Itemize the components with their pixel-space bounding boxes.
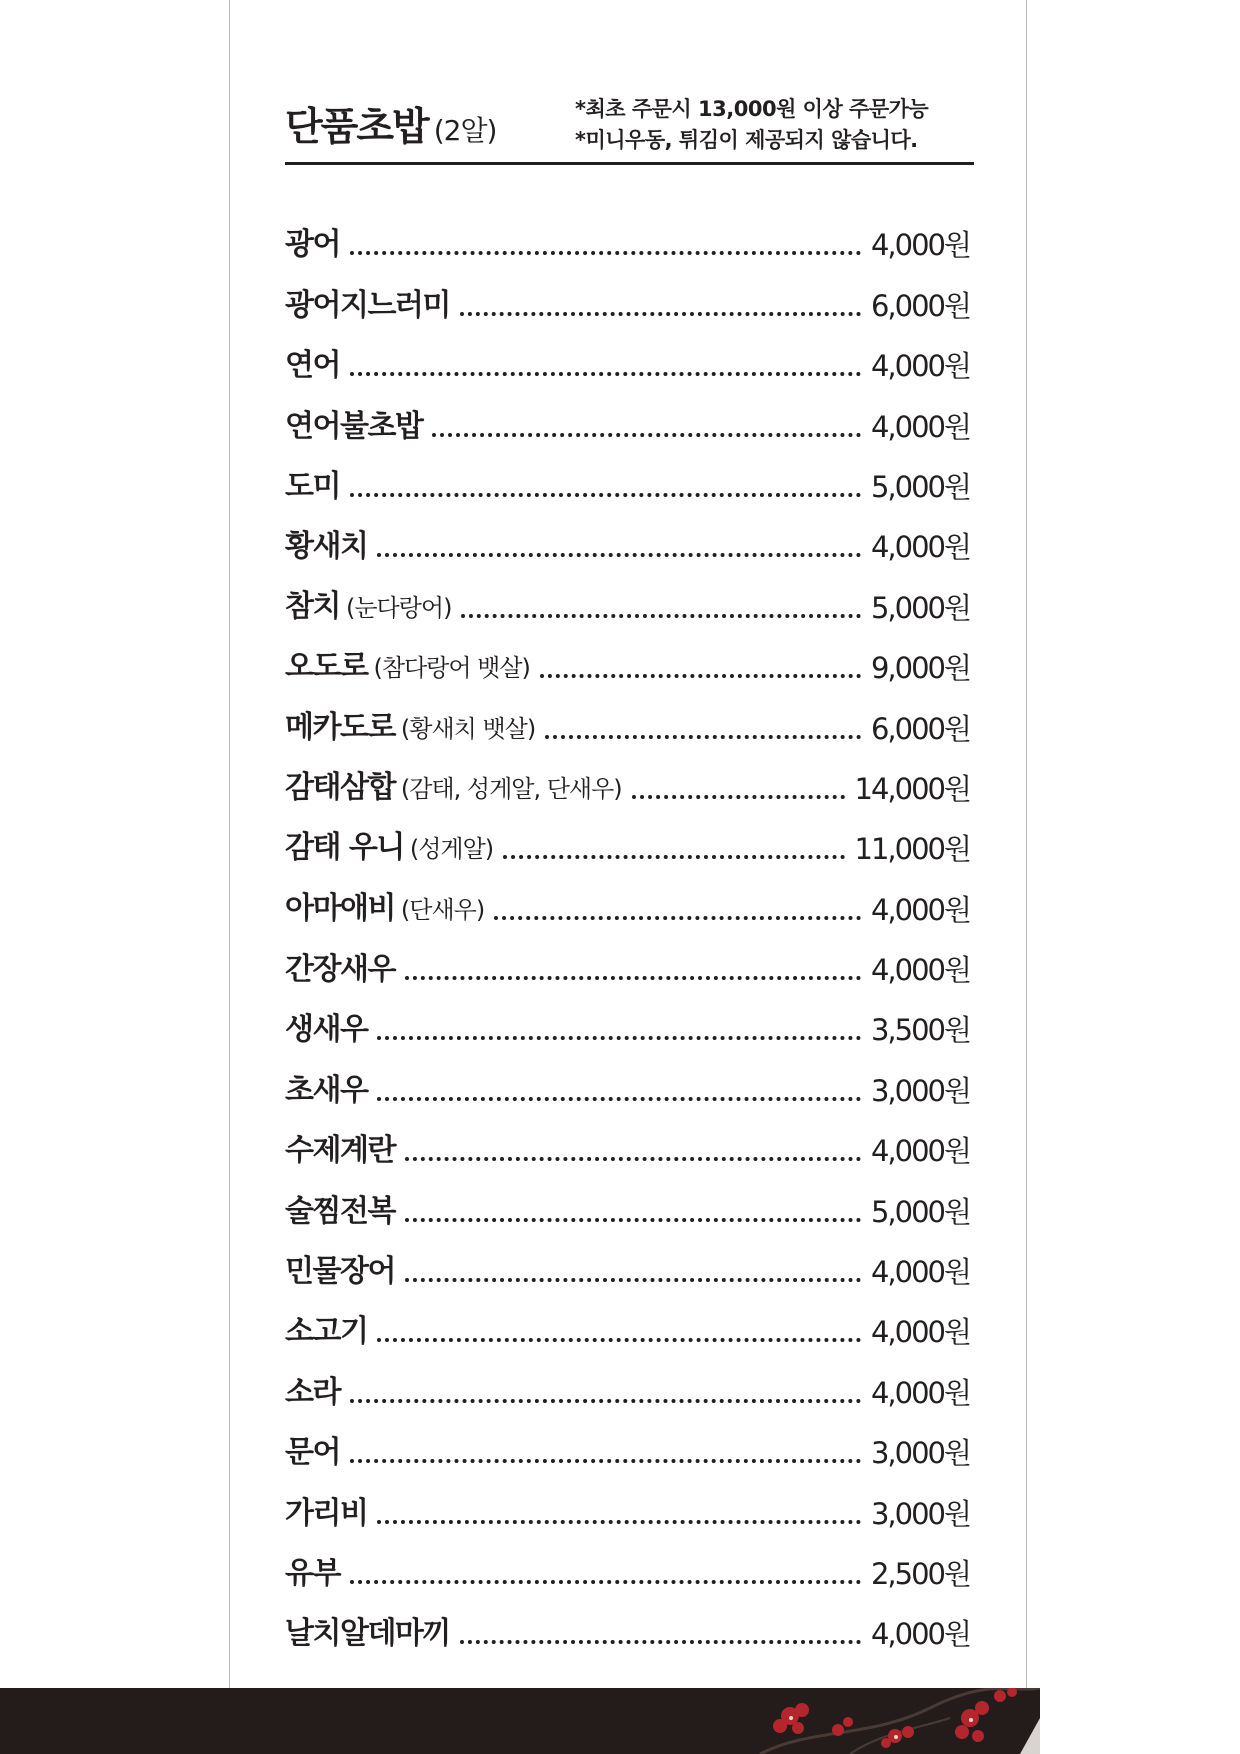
dot-leader	[405, 1157, 861, 1161]
header-divider	[285, 162, 974, 165]
dot-leader	[540, 674, 861, 678]
menu-item	[285, 1594, 970, 1654]
menu-item	[285, 1292, 970, 1352]
item-name	[285, 1373, 340, 1413]
dot-leader	[503, 855, 844, 859]
item-name-text: 황새치	[285, 529, 368, 565]
item-note: (성게알)	[409, 835, 494, 864]
item-name	[285, 1192, 395, 1232]
item-price: 9,000원	[870, 651, 970, 686]
item-name	[285, 1010, 367, 1050]
dot-leader	[405, 1218, 861, 1222]
menu-item	[285, 1352, 970, 1412]
item-name	[285, 708, 535, 749]
item-price: 4,000원	[870, 1134, 970, 1169]
item-name-text: 간장새우	[285, 952, 395, 988]
item-name-text: 유부	[285, 1555, 340, 1591]
dot-leader	[350, 251, 861, 255]
item-name	[285, 1312, 367, 1352]
item-name	[285, 407, 422, 447]
item-price: 11,000원	[854, 832, 970, 867]
item-note: (감태, 성게알, 단새우)	[400, 774, 622, 803]
item-name-text: 문어	[285, 1435, 340, 1471]
menu-item	[285, 1232, 970, 1292]
item-name	[285, 1554, 340, 1594]
item-price: 5,000원	[870, 1194, 970, 1229]
menu-item	[285, 326, 970, 386]
item-price: 5,000원	[870, 469, 970, 504]
item-name-text: 오도로	[285, 649, 368, 685]
menu-item	[285, 1050, 970, 1110]
item-price: 4,000원	[870, 953, 970, 988]
item-price: 3,000원	[870, 1436, 970, 1471]
plum-blossom-icon	[720, 1688, 1040, 1754]
item-note: (단새우)	[400, 895, 485, 924]
item-price: 4,000원	[870, 530, 970, 565]
dot-leader	[377, 1036, 861, 1040]
item-name-text: 소라	[285, 1374, 340, 1410]
dot-leader	[405, 1278, 861, 1282]
dot-leader	[350, 1459, 861, 1463]
menu-item	[285, 1413, 970, 1473]
dot-leader	[350, 372, 861, 376]
section-title	[285, 96, 496, 152]
dot-leader	[350, 493, 861, 497]
item-name	[285, 1252, 395, 1292]
item-name-text: 광어	[285, 227, 340, 263]
menu-item	[285, 447, 970, 507]
menu-item	[285, 688, 970, 748]
item-price: 4,000원	[870, 1255, 970, 1290]
item-price: 3,000원	[870, 1073, 970, 1108]
item-name	[285, 1494, 367, 1534]
item-name-text: 아마애비	[285, 890, 395, 926]
item-name	[285, 587, 451, 628]
item-name-text: 참치	[285, 588, 340, 624]
item-name	[285, 225, 340, 265]
title-main: 단품초밥	[285, 105, 428, 150]
dot-leader	[377, 553, 861, 557]
dot-leader	[545, 735, 861, 739]
item-name	[285, 647, 530, 688]
menu-item	[285, 1534, 970, 1594]
menu-item	[285, 628, 970, 688]
item-name-text: 소고기	[285, 1314, 368, 1350]
item-name	[285, 768, 622, 809]
dot-leader	[405, 976, 861, 980]
item-price: 5,000원	[870, 590, 970, 625]
item-name	[285, 527, 367, 567]
item-name	[285, 1614, 450, 1654]
dot-leader	[350, 1580, 861, 1584]
menu-item	[285, 1111, 970, 1171]
dot-leader	[377, 1520, 861, 1524]
dot-leader	[460, 1640, 861, 1644]
item-name	[285, 467, 340, 507]
item-name-text: 연어	[285, 348, 340, 384]
menu-item	[285, 205, 970, 265]
item-name	[285, 1131, 395, 1171]
dot-leader	[377, 1338, 861, 1342]
item-price: 14,000원	[854, 771, 970, 806]
item-price: 3,000원	[870, 1496, 970, 1531]
item-name-text: 도미	[285, 468, 340, 504]
menu-item	[285, 265, 970, 325]
item-note: (눈다랑어)	[345, 593, 452, 622]
item-name-text: 가리비	[285, 1495, 368, 1531]
item-name	[285, 286, 450, 326]
dot-leader	[460, 312, 861, 316]
item-name	[285, 1433, 340, 1473]
menu-item	[285, 749, 970, 809]
menu-item	[285, 386, 970, 446]
order-notes	[575, 94, 928, 156]
item-price: 6,000원	[870, 288, 970, 323]
dot-leader	[461, 614, 861, 618]
item-price: 6,000원	[870, 711, 970, 746]
order-note: *최초 주문시 13,000원 이상 주문가능	[575, 97, 929, 121]
item-name	[285, 828, 493, 869]
item-note: (참다랑어 뱃살)	[373, 654, 530, 683]
item-name-text: 민물장어	[285, 1254, 395, 1290]
item-price: 4,000원	[870, 1617, 970, 1652]
item-name-text: 연어불초밥	[285, 408, 423, 444]
item-name	[285, 889, 484, 930]
item-name-text: 초새우	[285, 1072, 368, 1108]
item-name-text: 수제계란	[285, 1133, 395, 1169]
item-price: 4,000원	[870, 892, 970, 927]
item-price: 4,000원	[870, 1315, 970, 1350]
item-price: 2,500원	[870, 1556, 970, 1591]
dot-leader	[432, 433, 861, 437]
dot-leader	[632, 795, 845, 799]
menu-item	[285, 1171, 970, 1231]
item-name	[285, 1071, 367, 1111]
item-price: 4,000원	[870, 349, 970, 384]
menu-item	[285, 869, 970, 929]
item-name-text: 광어지느러미	[285, 287, 450, 323]
item-name-text: 날치알데마끼	[285, 1616, 450, 1652]
menu-header	[285, 92, 974, 168]
item-name	[285, 346, 340, 386]
item-price: 4,000원	[870, 228, 970, 263]
menu-item	[285, 990, 970, 1050]
item-name-text: 감태 우니	[285, 830, 404, 866]
footer-band	[0, 1688, 1040, 1754]
item-name	[285, 950, 395, 990]
menu-item	[285, 567, 970, 627]
item-price: 3,500원	[870, 1013, 970, 1048]
dot-leader	[377, 1097, 861, 1101]
menu-item	[285, 1473, 970, 1533]
item-name-text: 메카도로	[285, 709, 395, 745]
menu-item	[285, 507, 970, 567]
menu-item	[285, 930, 970, 990]
title-subtitle: (2알)	[433, 114, 497, 147]
item-name-text: 감태삼합	[285, 769, 395, 805]
item-price: 4,000원	[870, 1375, 970, 1410]
dot-leader	[350, 1399, 861, 1403]
menu-item	[285, 809, 970, 869]
item-name-text: 생새우	[285, 1012, 368, 1048]
order-note: *미니우동, 튀김이 제공되지 않습니다.	[575, 128, 918, 152]
item-note: (황새치 뱃살)	[400, 714, 536, 743]
dot-leader	[494, 916, 861, 920]
item-price: 4,000원	[870, 409, 970, 444]
item-name-text: 술찜전복	[285, 1193, 395, 1229]
menu-list	[285, 205, 970, 1654]
